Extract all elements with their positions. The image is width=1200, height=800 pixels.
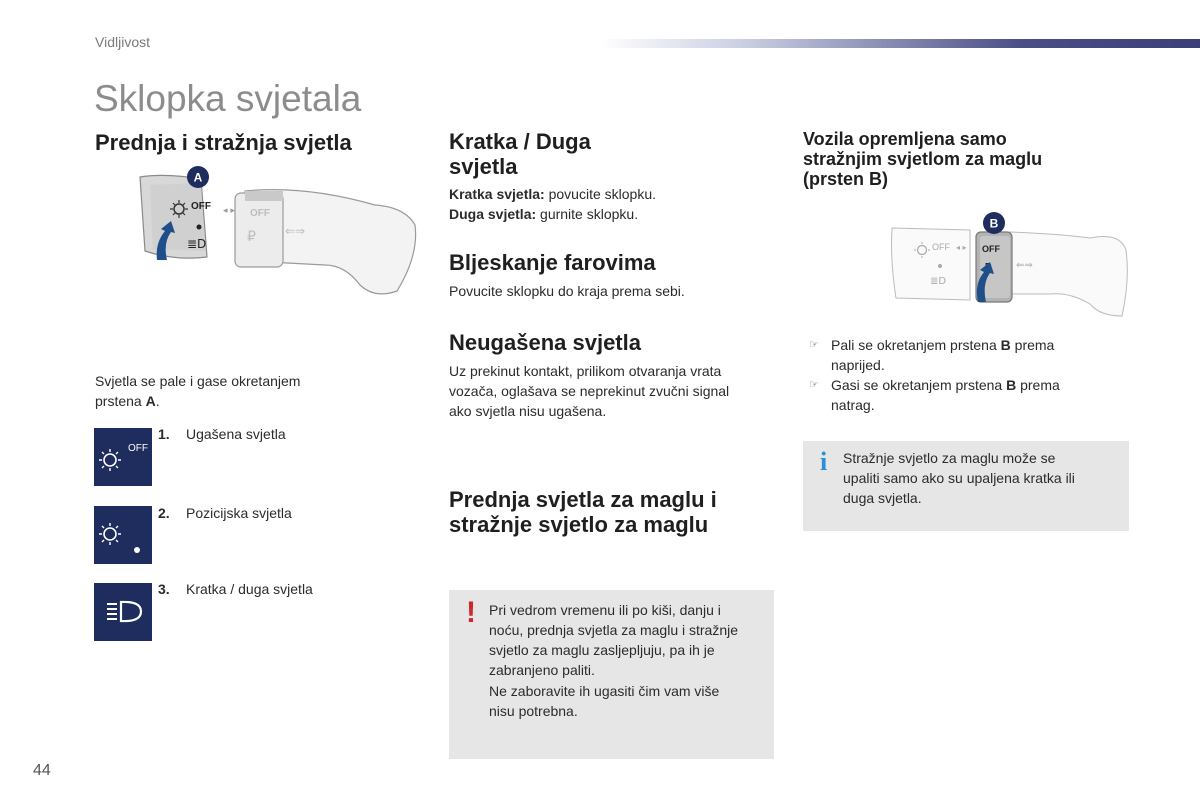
svg-text:₽: ₽ <box>247 229 256 245</box>
svg-text:≣D: ≣D <box>930 276 947 287</box>
heading-front-rear-lights: Prednja i stražnja svjetla <box>95 130 352 155</box>
info-icon: i <box>820 447 828 476</box>
info-line-2: upaliti samo ako su upaljena kratka ili <box>843 470 1075 486</box>
legend-text-2: Pozicijska svjetla <box>186 505 292 521</box>
fog-off-text-cont: natrag. <box>831 397 875 413</box>
heading-fog-lights-2: stražnje svjetlo za maglu <box>449 512 709 537</box>
heading-flashing: Bljeskanje farovima <box>449 250 656 275</box>
headlight-icon <box>94 583 152 641</box>
fog-on-text-cont: naprijed. <box>831 357 885 373</box>
heading-fog-lights-1: Prednja svjetla za maglu i <box>449 487 717 512</box>
off-label-ring-b: OFF <box>982 244 1000 254</box>
off-label-ring: OFF <box>250 208 270 219</box>
legend-num-3: 3. <box>158 581 170 597</box>
warning-line-5: Ne zaboravite ih ugasiti čim vam više <box>489 683 720 699</box>
main-beam-text: Duga svjetla: gurnite sklopku. <box>449 206 639 222</box>
heading-lights-on-warning: Neugašena svjetla <box>449 330 641 355</box>
heading-rear-fog-2: stražnjim svjetlom za maglu <box>803 149 1043 169</box>
bullet-icon-2: ☞ <box>809 379 819 391</box>
header-bar <box>600 39 1200 48</box>
page-title: Sklopka svjetala <box>94 78 362 119</box>
fog-off-text: Gasi se okretanjem prstena B prema <box>831 377 1060 393</box>
svg-text:⇐⇒: ⇐⇒ <box>285 224 306 238</box>
legend-num-1: 1. <box>158 426 170 442</box>
off-label-switch: OFF <box>191 201 211 212</box>
heading-dipped-main-2: svjetla <box>449 154 518 179</box>
off-label-switch-b: OFF <box>932 242 950 252</box>
svg-text:≣D: ≣D <box>187 237 207 251</box>
svg-text:◂ ▸: ◂ ▸ <box>223 206 235 216</box>
light-off-icon <box>94 428 152 486</box>
lights-on-text-3: ako svjetla nisu ugašena. <box>449 403 607 419</box>
svg-text:OFF: OFF <box>128 443 148 454</box>
legend-num-2: 2. <box>158 505 170 521</box>
warning-icon: ! <box>466 596 476 629</box>
badge-a: A <box>193 170 203 185</box>
warning-line-4: zabranjeno paliti. <box>489 662 595 678</box>
legend-text-3: Kratka / duga svjetla <box>186 581 313 597</box>
svg-text:◂ ▸: ◂ ▸ <box>956 243 967 252</box>
warning-line-1: Pri vedrom vremenu ili po kiši, danju i <box>489 602 721 618</box>
fog-on-text: Pali se okretanjem prstena B prema <box>831 337 1055 353</box>
lights-on-text-1: Uz prekinut kontakt, prilikom otvaranja vrata <box>449 363 722 379</box>
intro-line-1: Svjetla se pale i gase okretanjem <box>95 373 301 389</box>
ring-a-label: A <box>145 393 156 409</box>
position-lights-icon <box>94 506 152 564</box>
heading-dipped-main-1: Kratka / Duga <box>449 129 591 154</box>
heading-rear-fog-1: Vozila opremljena samo <box>803 129 1007 149</box>
lights-on-text-2: vozača, oglašava se neprekinut zvučni signal <box>449 383 730 399</box>
warning-line-3: svjetlo za maglu zasljepljuju, pa ih je <box>489 642 715 658</box>
svg-text:⇐⇒: ⇐⇒ <box>1016 260 1033 271</box>
page-number: 44 <box>33 762 51 779</box>
stalk-illustration-a <box>135 165 420 300</box>
flashing-text: Povucite sklopku do kraja prema sebi. <box>449 283 685 299</box>
warning-line-6: nisu potrebna. <box>489 703 578 719</box>
info-line-1: Stražnje svjetlo za maglu može se <box>843 450 1056 466</box>
heading-rear-fog-3: (prsten B) <box>803 169 888 189</box>
badge-b: B <box>989 216 999 231</box>
bullet-icon-1: ☞ <box>809 339 819 351</box>
stalk-illustration-b <box>890 210 1130 320</box>
info-line-3: duga svjetla. <box>843 490 922 506</box>
section-label: Vidljivost <box>95 34 150 50</box>
intro-line-2: prstena A. <box>95 393 160 409</box>
warning-line-2: noću, prednja svjetla za maglu i stražnje <box>489 622 739 638</box>
dipped-beam-text: Kratka svjetla: povucite sklopku. <box>449 186 657 202</box>
legend-text-1: Ugašena svjetla <box>186 426 286 442</box>
